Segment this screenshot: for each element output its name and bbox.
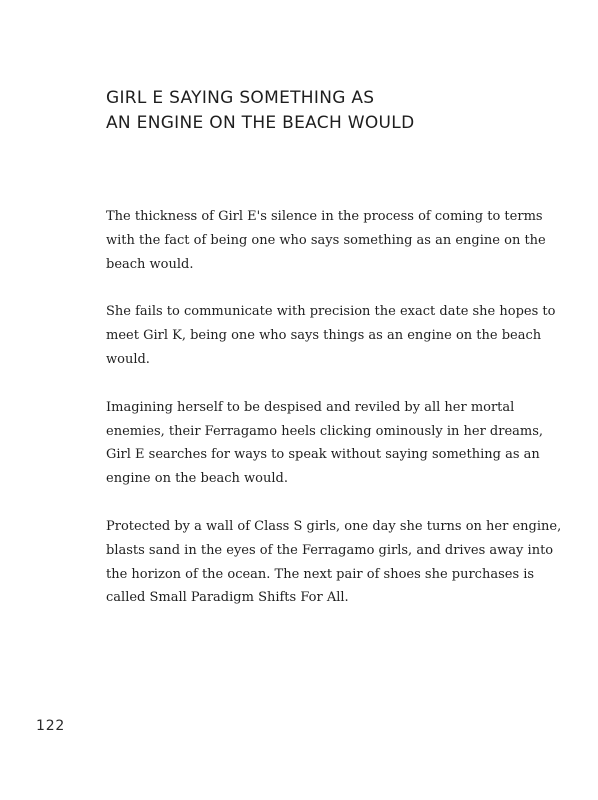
- stanza-line: Protected by a wall of Class S girls, one day she turns on her engine,: [106, 518, 562, 534]
- poem-title-line: GIRL E SAYING SOMETHING AS: [106, 88, 375, 108]
- stanza-line: engine on the beach would.: [106, 471, 288, 487]
- poem-title-line: AN ENGINE ON THE BEACH WOULD: [106, 112, 415, 133]
- stanza-line: blasts sand in the eyes of the Ferragamo girls, and drives away into: [106, 542, 554, 558]
- stanza-4: [106, 515, 562, 610]
- stanza-1: [106, 205, 546, 276]
- stanza-line: called Small Paradigm Shifts For All.: [106, 590, 349, 606]
- stanza-line: Girl E searches for ways to speak without saying something as an: [106, 447, 540, 463]
- stanza-line: The thickness of Girl E's silence in the process of coming to terms: [106, 209, 543, 224]
- stanza-line: the horizon of the ocean. The next pair of shoes she purchases is: [106, 566, 535, 582]
- stanza-line: Imagining herself to be despised and reviled by all her mortal: [106, 399, 515, 415]
- poem-body: [106, 205, 562, 634]
- stanza-line: beach would.: [106, 256, 194, 272]
- stanza-line: with the fact of being one who says something as an engine on the: [106, 232, 546, 248]
- stanza-3: [106, 396, 544, 491]
- stanza-2: [106, 300, 556, 371]
- stanza-line: meet Girl K, being one who says things as an engine on the beach: [106, 328, 542, 344]
- stanza-line: would.: [106, 351, 150, 367]
- stanza-line: enemies, their Ferragamo heels clicking ominously in her dreams,: [106, 423, 544, 439]
- page-number: 122: [36, 718, 66, 734]
- stanza-line: She fails to communicate with precision the exact date she hopes to: [106, 304, 556, 320]
- poem-title: [106, 86, 546, 135]
